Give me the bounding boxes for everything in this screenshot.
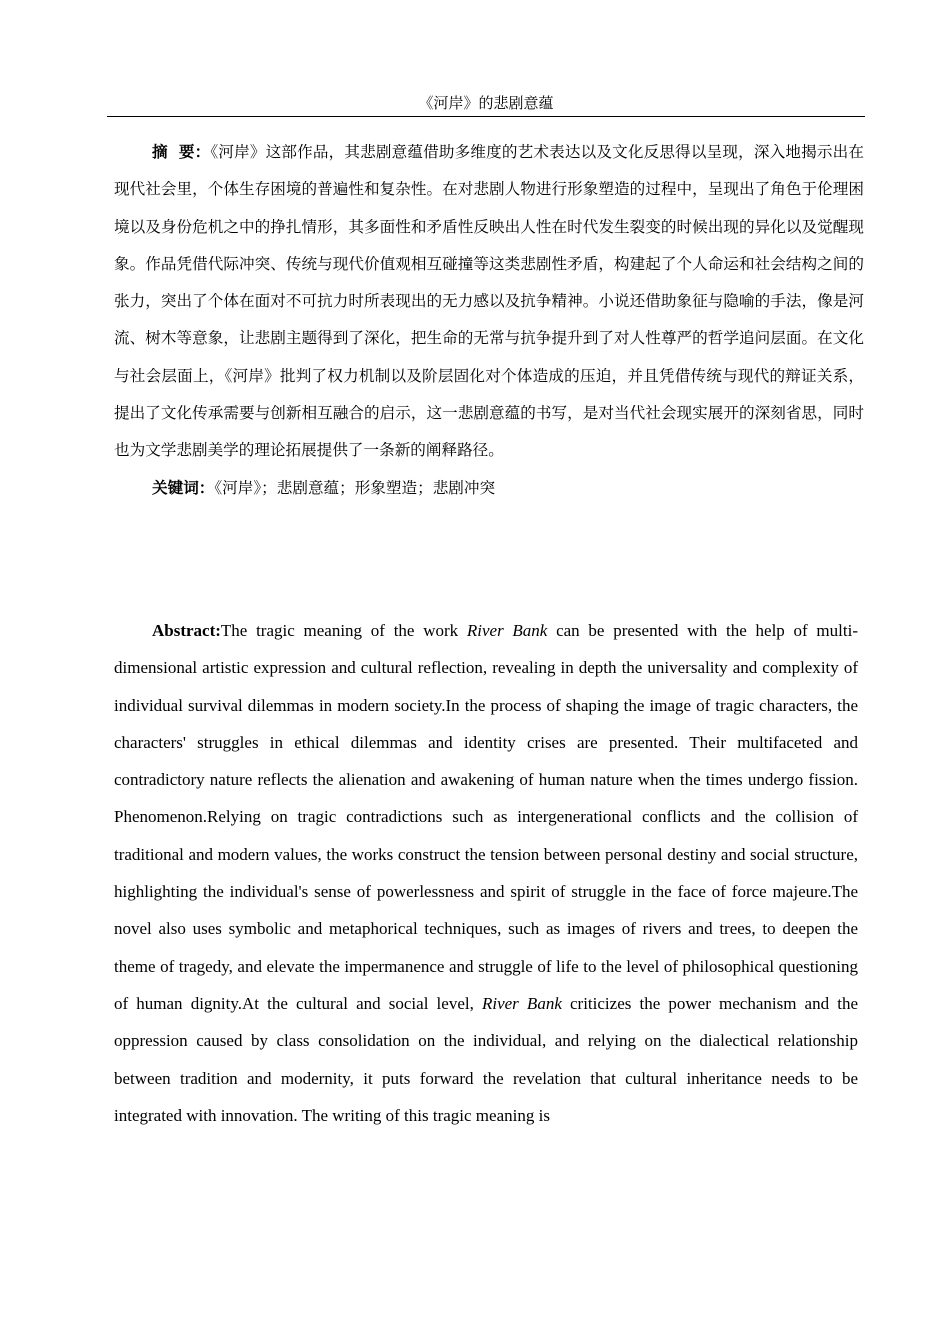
chinese-keywords-label: 关键词：	[152, 478, 215, 497]
running-header-title: 《河岸》的悲剧意蕴	[418, 94, 554, 112]
work-title-italic: River Bank	[481, 993, 562, 1013]
english-abstract-paragraph	[114, 612, 858, 1134]
english-abstract-section	[114, 612, 858, 1134]
header-divider	[107, 116, 865, 117]
english-abstract-label: Abstract:	[152, 621, 221, 640]
chinese-abstract-section	[114, 134, 864, 507]
chinese-abstract-text: 《河岸》这部作品，其悲剧意蕴借助多维度的艺术表达以及文化反思得以呈现，深入地揭示出在现代社会里，个体生存困境的普遍性和复杂性。在对悲剧人物进行形象塑造的过程中，呈现出了角色于伦理困境以及身份危机之中的挣扎情形，其多面性和矛盾性反映出人性在时代发生裂变的时候出现的异化以及觉醒现象。作品凭借代际冲突、传统与现代价值观相互碰撞等这类悲剧性矛盾，构建起了个人命运和社会结构之间的张力，突出了个体在面对不可抗力时所表现出的无力感以及抗争精神。小说还借助象征与隐喻的手法，像是河流、树木等意象，让悲剧主题得到了深化，把生命的无常与抗争提升到了对人性尊严的哲学追问层面。在文化与社会层面上，《河岸》批判了权力机制以及阶层固化对个体造成的压迫，并且凭借传统与现代的辩证关系，提出了文化传承需要与创新相互融合的启示，这一悲剧意蕴的书写，是对当代社会现实展开的深刻省思，同时也为文学悲剧美学的理论拓展提供了一条新的阐释路径。	[114, 143, 865, 460]
chinese-keywords-text: 《河岸》；悲剧意蕴；形象塑造；悲剧冲突	[214, 478, 496, 497]
english-abstract-text-3: criticizes the power mechanism and the oppression caused by class consolidation on the individual, and relying on the dialectical relationship between tradition and modernity, it puts forward the revelation that cultural inheritance needs to be integrated with innovation. The writing of this tragic meaning is	[114, 993, 859, 1125]
english-abstract-text-2: can be presented with the help of multi-dimensional artistic expression and cultural reflection, revealing in depth the universality and complexity of individual survival dilemmas in modern society.In the process of shaping the image of tragic characters, the characters' struggles in ethical dilemmas and identity crises are presented. Their multifaceted and contradictory nature reflects the alienation and awakening of human nature when the times undergo fission. Phenomenon.Relying on tragic contradictions such as intergenerational conflicts and the collision of traditional and modern values, the works construct the tension between personal destiny and social structure, highlighting the individual's sense of powerlessness and spirit of struggle in the face of force majeure.The novel also uses symbolic and metaphorical techniques, such as images of rivers and trees, to deepen the theme of tragedy, and elevate the impermanence and struggle of life to the level of philosophical questioning of human dignity.At the cultural and social level,	[114, 621, 858, 1013]
chinese-abstract-paragraph	[114, 134, 864, 470]
chinese-keywords-paragraph	[114, 470, 864, 507]
work-title-italic: River Bank	[466, 621, 548, 640]
chinese-abstract-label: 摘 要：	[152, 143, 211, 161]
english-abstract-text-1: The tragic meaning of the work	[220, 621, 467, 640]
